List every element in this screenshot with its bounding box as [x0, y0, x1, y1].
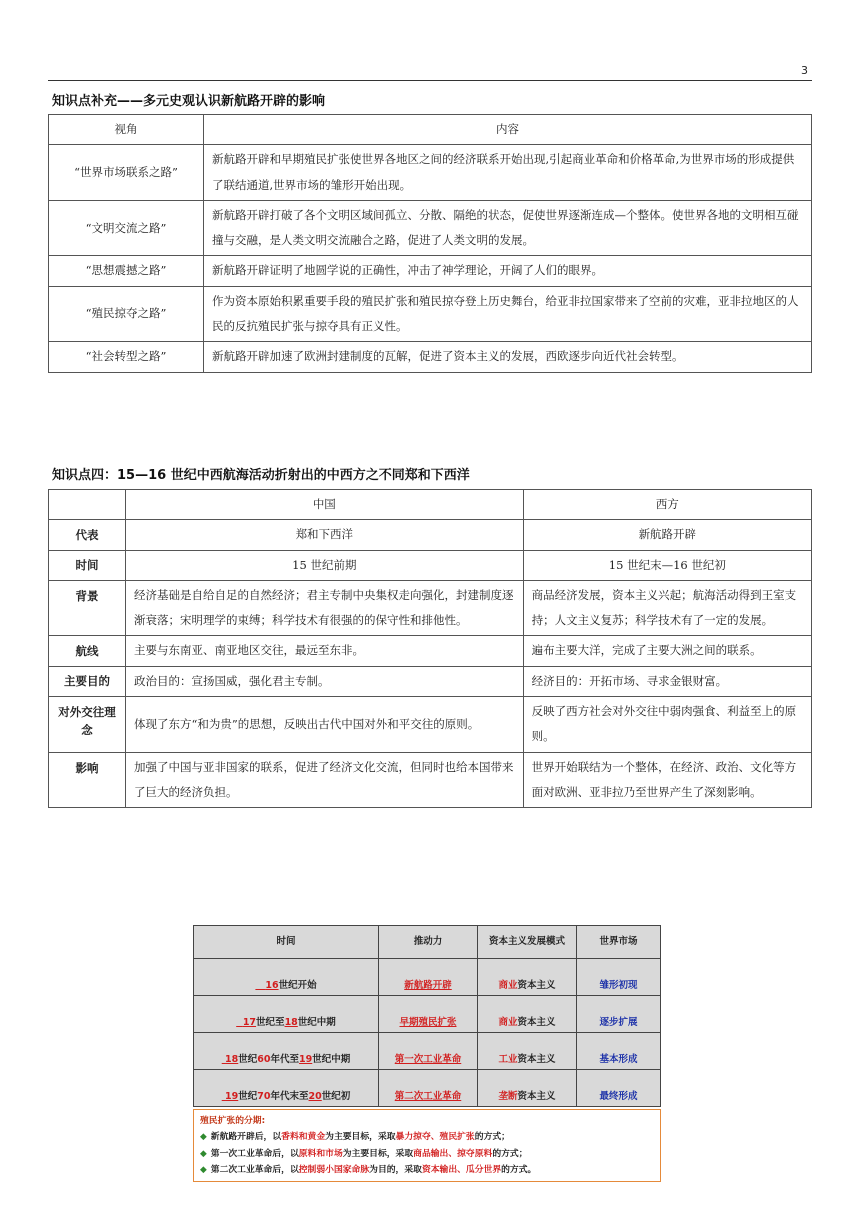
- row-label: 代表: [49, 520, 126, 550]
- table-row: [49, 666, 812, 696]
- content-cell: 新航路开辟打破了各个文明区域间孤立、分散、隔绝的状态，促使世界逐渐连成—个整体。使世界各地的文明相互碰撞与交融，是人类文明交流融合之路，促进了人类文明的发展。: [204, 200, 812, 256]
- time-text: 世纪中期: [297, 1016, 336, 1028]
- force-cell: 第一次工业革命: [379, 1033, 478, 1070]
- table-row: [194, 996, 661, 1033]
- west-cell: 遍布主要大洋，完成了主要大洲之间的联系。: [523, 636, 811, 666]
- content-cell: 作为资本原始积累重要手段的殖民扩张和殖民掠夺登上历史舞台，给亚非拉国家带来了空前的灾难，亚非拉地区的人民的反抗殖民扩张与掠夺具有正义性。: [204, 286, 812, 342]
- table-row: [49, 580, 812, 636]
- time-text: 年代末至: [270, 1090, 309, 1102]
- table-row: [49, 697, 812, 753]
- row-label: 时间: [49, 550, 126, 580]
- col-header-view: 视角: [49, 115, 204, 145]
- row-label: 对外交往理念: [49, 697, 126, 753]
- china-cell: 政治目的：宣扬国威，强化君主专制。: [126, 666, 524, 696]
- time-cell: [194, 959, 379, 996]
- china-cell: 加强了中国与亚非国家的联系，促进了经济文化交流，但同时也给本国带来了巨大的经济负担。: [126, 752, 524, 808]
- west-cell: 15 世纪末—16 世纪初: [523, 550, 811, 580]
- market-cell: 最终形成: [577, 1070, 661, 1107]
- view-cell: “思想震撼之路”: [49, 256, 204, 286]
- table-row: [49, 145, 812, 201]
- time-text: 世纪初: [321, 1090, 351, 1102]
- diamond-bullet-icon: ◆: [200, 1164, 207, 1175]
- table-row: [194, 1070, 661, 1107]
- mode-cell: [478, 1070, 577, 1107]
- force-cell: 第二次工业革命: [379, 1070, 478, 1107]
- mode-cell: [478, 959, 577, 996]
- time-value: 60: [257, 1053, 271, 1065]
- force-cell: 早期殖民扩张: [379, 996, 478, 1033]
- content-cell: 新航路开辟证明了地圆学说的正确性，冲击了神学理论，开阔了人们的眼界。: [204, 256, 812, 286]
- mode-text: 资本主义: [517, 1053, 556, 1065]
- section1-heading: 知识点补充——多元史观认识新航路开辟的影响: [52, 94, 326, 109]
- china-cell: 主要与东南亚、南亚地区交往，最远至东非。: [126, 636, 524, 666]
- mode-text: 资本主义: [517, 1090, 556, 1102]
- content-cell: 新航路开辟和早期殖民扩张使世界各地区之间的经济联系开始出现,引起商业革命和价格革命,为世界市场的形成提供了联结通道,世界市场的雏形开始出现。: [204, 145, 812, 201]
- china-cell: 15 世纪前期: [126, 550, 524, 580]
- section2-heading: 知识点四：15—16 世纪中西航海活动折射出的中西方之不同郑和下西洋: [52, 468, 470, 483]
- table-row: [49, 752, 812, 808]
- table-header-row: [49, 490, 812, 520]
- market-cell: 雏形初现: [577, 959, 661, 996]
- mode-highlight: 商业: [498, 979, 518, 991]
- world-market-table: [193, 925, 661, 1107]
- time-value: 70: [257, 1090, 271, 1102]
- time-cell: [194, 1033, 379, 1070]
- table-row: [49, 256, 812, 286]
- table-header-row: [194, 926, 661, 959]
- notes-item: ◆ 第一次工业革命后，以原料和市场为主要目标，采取商品输出、掠夺原料的方式；: [200, 1148, 528, 1159]
- time-value: 20: [308, 1090, 322, 1102]
- col-header-force: 推动力: [379, 926, 478, 959]
- china-cell: 体现了东方“和为贵”的思想，反映出古代中国对外和平交往的原则。: [126, 697, 524, 753]
- table-row: [49, 200, 812, 256]
- time-blank: [236, 1017, 243, 1028]
- west-cell: 经济目的：开拓市场、寻求金银财富。: [523, 666, 811, 696]
- west-cell: 商品经济发展，资本主义兴起；航海活动得到王室支持；人文主义复苏；科学技术有了一定的发展。: [523, 580, 811, 636]
- time-text: 年代至: [270, 1053, 300, 1065]
- mode-highlight: 工业: [498, 1053, 518, 1065]
- corner-cell: [49, 490, 126, 520]
- col-header-content: 内容: [204, 115, 812, 145]
- mode-cell: [478, 996, 577, 1033]
- mode-highlight: 商业: [498, 1016, 518, 1028]
- col-header-market: 世界市场: [577, 926, 661, 959]
- china-cell: 郑和下西洋: [126, 520, 524, 550]
- row-label: 主要目的: [49, 666, 126, 696]
- world-market-figure: [193, 925, 661, 1182]
- time-value: 19: [225, 1090, 239, 1102]
- force-cell: 新航路开辟: [379, 959, 478, 996]
- west-cell: 反映了西方社会对外交往中弱肉强食、利益至上的原则。: [523, 697, 811, 753]
- col-header-china: 中国: [126, 490, 524, 520]
- time-value: 16: [265, 979, 279, 991]
- view-cell: “文明交流之路”: [49, 200, 204, 256]
- time-text: 世纪至: [256, 1016, 285, 1028]
- time-text: 世纪: [238, 1090, 258, 1102]
- mode-cell: [478, 1033, 577, 1070]
- table-row: [49, 342, 812, 372]
- west-cell: 新航路开辟: [523, 520, 811, 550]
- table-row: [49, 286, 812, 342]
- time-text: 世纪中期: [312, 1053, 351, 1065]
- view-cell: “殖民掠夺之路”: [49, 286, 204, 342]
- header-rule: [48, 80, 812, 81]
- diamond-bullet-icon: ◆: [200, 1132, 207, 1143]
- row-label: 背景: [49, 580, 126, 636]
- table-row: [194, 1033, 661, 1070]
- col-header-mode: 资本主义发展模式: [478, 926, 577, 959]
- mode-highlight: 垄断: [498, 1090, 518, 1102]
- col-header-time: 时间: [194, 926, 379, 959]
- west-cell: 世界开始联结为一个整体，在经济、政治、文化等方面对欧洲、亚非拉乃至世界产生了深刻影响。: [523, 752, 811, 808]
- china-cell: 经济基础是自给自足的自然经济；君主专制中央集权走向强化，封建制度逐渐衰落；宋明理学的束缚；科学技术有很强的的保守性和排他性。: [126, 580, 524, 636]
- time-blank: [255, 980, 265, 991]
- page-number: 3: [801, 64, 808, 77]
- table-row: [194, 959, 661, 996]
- table-row: [49, 550, 812, 580]
- time-value: 19: [299, 1053, 313, 1065]
- col-header-west: 西方: [523, 490, 811, 520]
- market-cell: 逐步扩展: [577, 996, 661, 1033]
- table-row: [49, 636, 812, 666]
- row-label: 航线: [49, 636, 126, 666]
- mode-text: 资本主义: [517, 979, 556, 991]
- notes-title: 殖民扩张的分期:: [200, 1116, 266, 1126]
- time-value: 18: [284, 1016, 298, 1028]
- time-cell: [194, 1070, 379, 1107]
- time-text: 世纪开始: [278, 979, 317, 991]
- diamond-bullet-icon: ◆: [200, 1148, 207, 1159]
- comparison-table: [48, 489, 812, 808]
- time-text: 世纪: [238, 1053, 258, 1065]
- time-value: 17: [242, 1016, 257, 1028]
- view-cell: “社会转型之路”: [49, 342, 204, 372]
- table-row: [49, 520, 812, 550]
- notes-item: ◆ 新航路开辟后，以香料和黄金为主要目标，采取暴力掠夺、殖民扩张的方式；: [200, 1132, 510, 1143]
- colonial-expansion-notes: [193, 1109, 661, 1182]
- row-label: 影响: [49, 752, 126, 808]
- table-header-row: [49, 115, 812, 145]
- content-cell: 新航路开辟加速了欧洲封建制度的瓦解，促进了资本主义的发展，西欧逐步向近代社会转型。: [204, 342, 812, 372]
- perspective-table: [48, 114, 812, 373]
- market-cell: 基本形成: [577, 1033, 661, 1070]
- time-cell: [194, 996, 379, 1033]
- time-value: 18: [225, 1053, 239, 1065]
- notes-item: ◆ 第二次工业革命后，以控制弱小国家命脉为目的，采取资本输出、瓜分世界的方式。: [200, 1164, 537, 1175]
- mode-text: 资本主义: [517, 1016, 556, 1028]
- view-cell: “世界市场联系之路”: [49, 145, 204, 201]
